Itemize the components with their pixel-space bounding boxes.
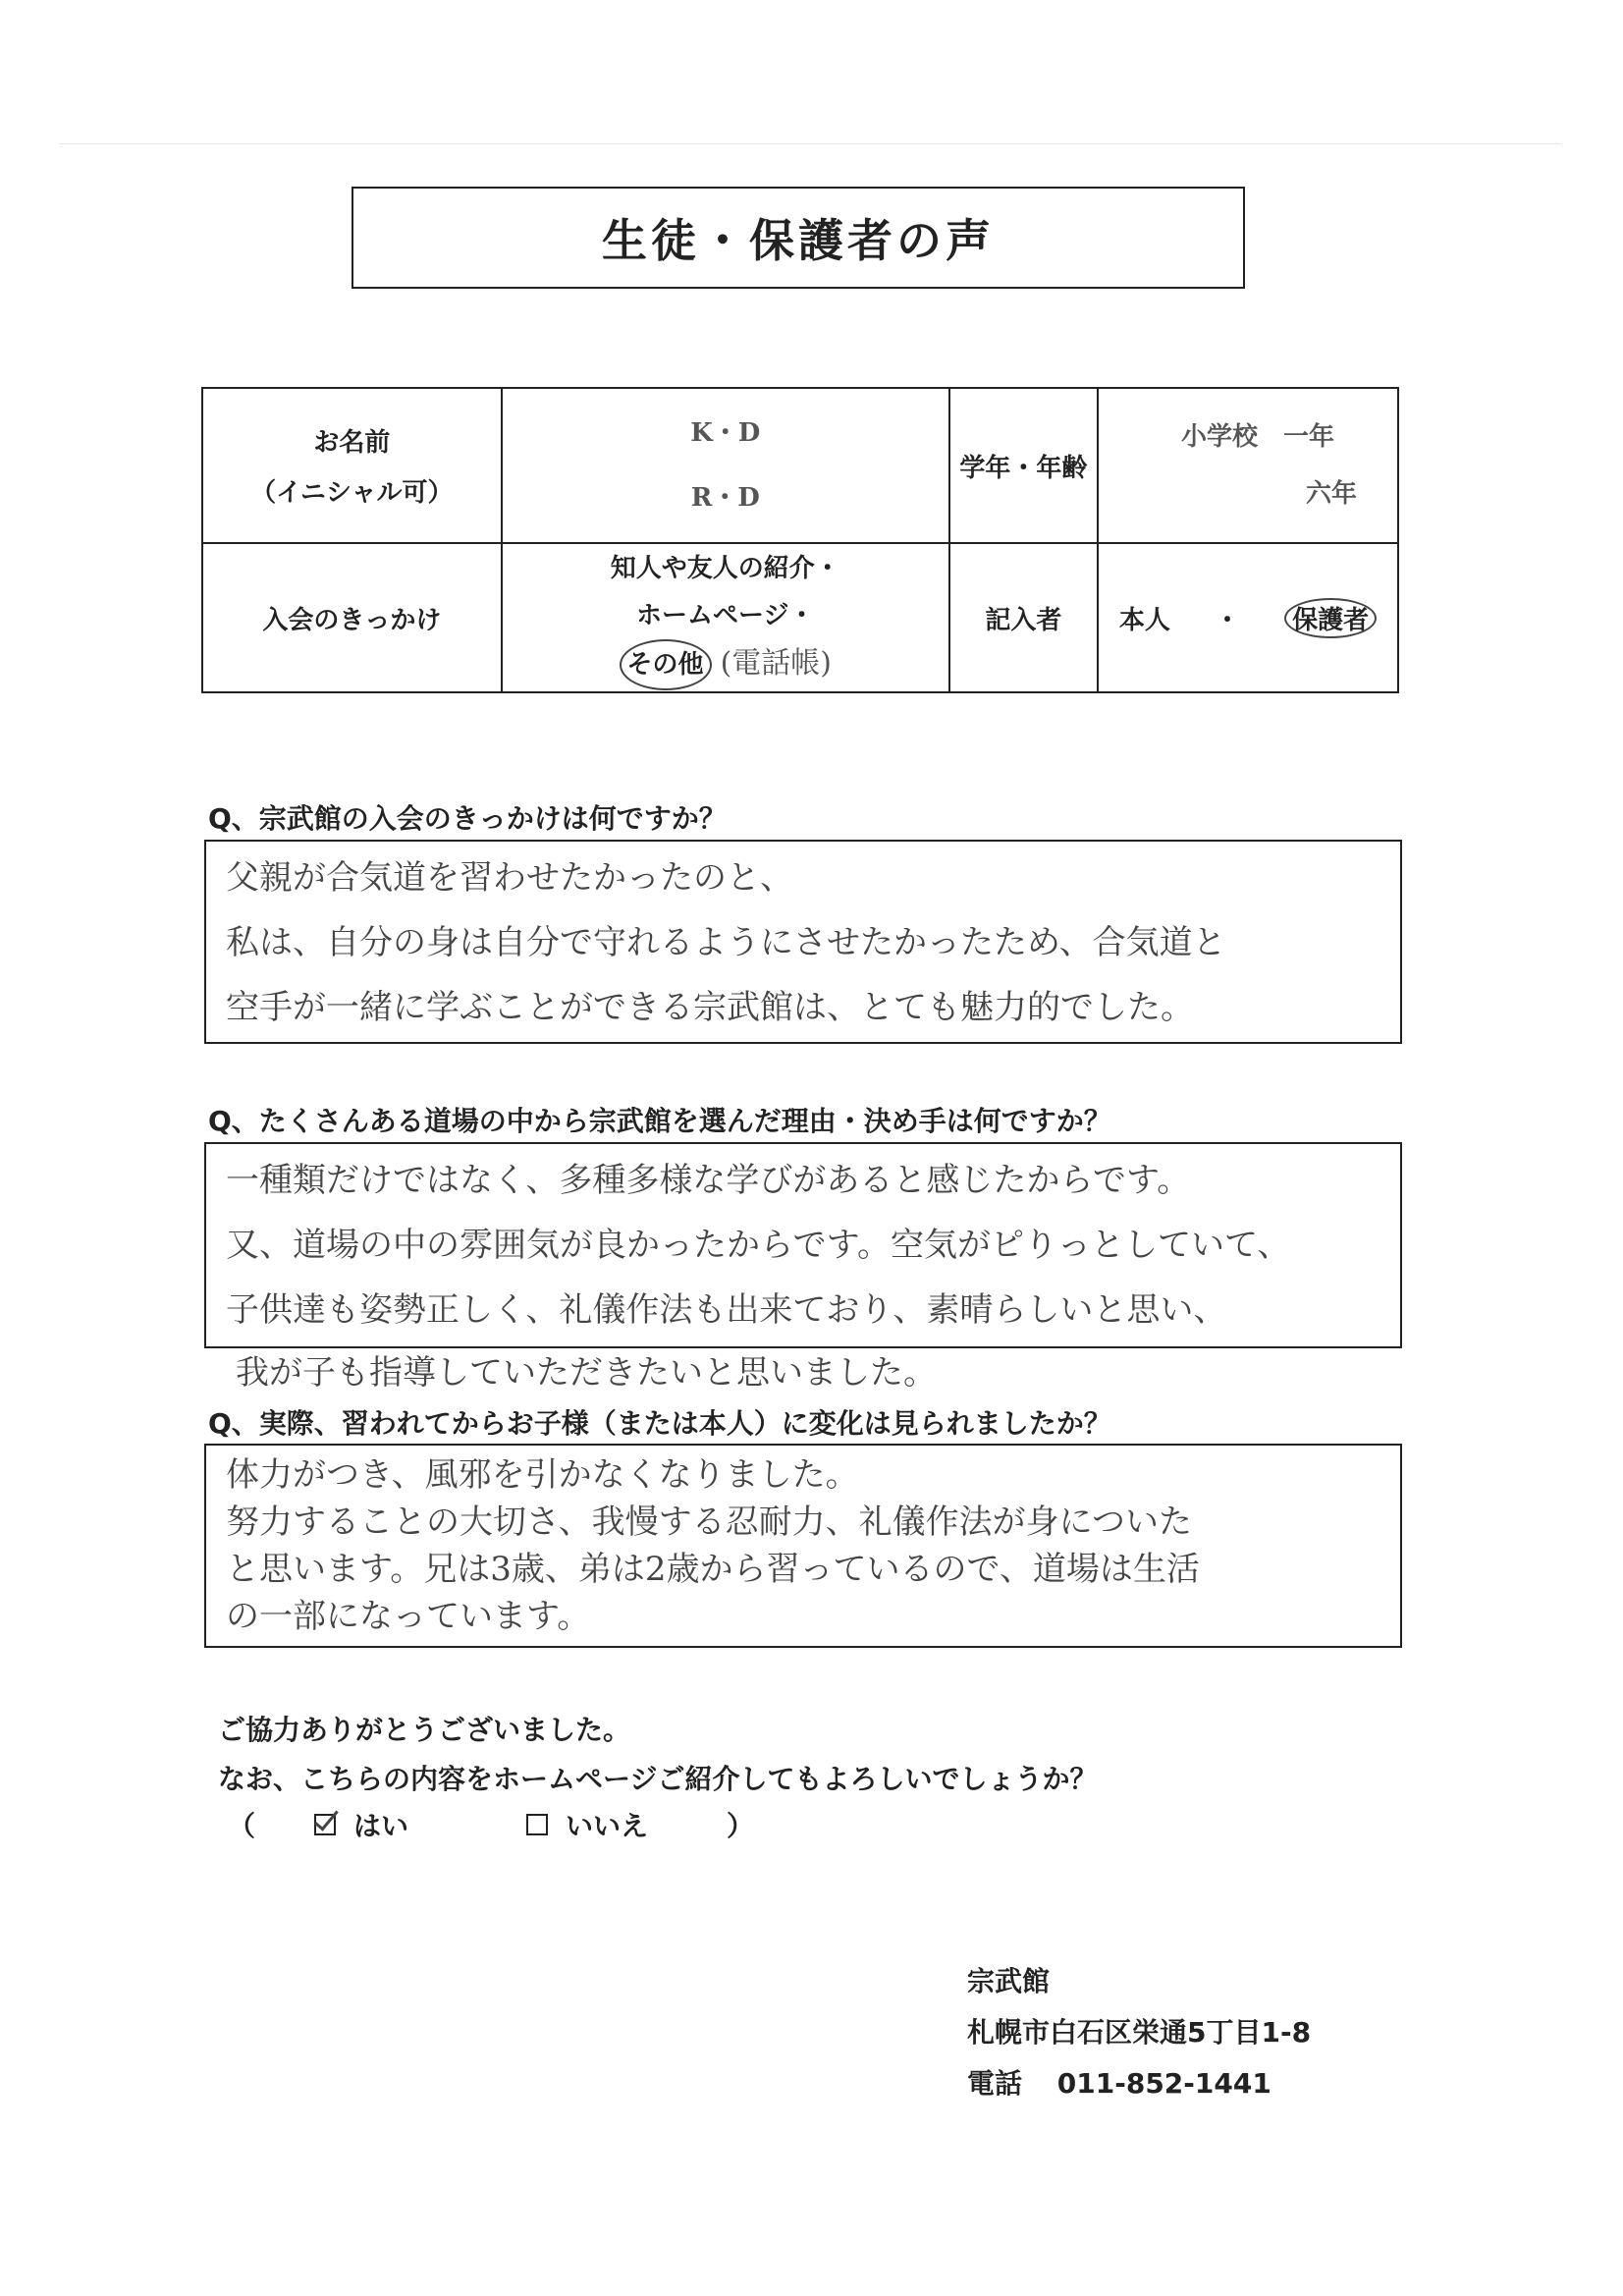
answer-1-line-2: 私は、自分の身は自分で守れるようにさせたかったため、合気道と [226, 923, 1226, 962]
yes-label: はい [353, 1810, 409, 1842]
grade-label: 学年・年齢 [949, 388, 1098, 543]
footer-phone-row [967, 2058, 1311, 2109]
answer-1-line-3: 空手が一緒に学ぶことができる宗武館は、とても魅力的でした。 [226, 988, 1194, 1027]
answer-2-line-1: 一種類だけではなく、多種多様な学びがあると感じたからです。 [226, 1161, 1191, 1200]
footer-org-name: 宗武館 [967, 1965, 1051, 1997]
reason-option-homepage: ホームページ・ [636, 601, 815, 630]
no-label: いいえ [566, 1810, 649, 1842]
answer-2-line-2: 又、道場の中の雰囲気が良かったからです。空気がピりっとしていて、 [226, 1226, 1291, 1265]
info-table [201, 387, 1399, 693]
answer-2-overflow: 我が子も指導していただきたいと思いました。 [236, 1353, 937, 1393]
question-2: Q、たくさんある道場の中から宗武館を選んだ理由・決め手は何ですか？ [208, 1105, 1111, 1137]
page-title: 生徒・保護者の声 [352, 187, 1245, 289]
footer-phone: 011-852-1441 [1056, 2067, 1271, 2100]
name-label-cell [202, 388, 502, 543]
answer-box-3 [204, 1444, 1402, 1648]
writer-option-self: 本人 [1118, 605, 1170, 635]
grade-value-cell [1098, 388, 1398, 543]
paren-close: ） [727, 1810, 755, 1842]
name-label: お名前 [313, 428, 391, 458]
question-1: Q、宗武館の入会のきっかけは何ですか？ [208, 802, 727, 835]
reason-other-note: (電話帳) [720, 646, 833, 681]
writer-separator: ・ [1214, 605, 1240, 635]
reason-option-other: その他 [620, 639, 712, 690]
paren-open: （ [228, 1810, 256, 1842]
permission-question: なお、こちらの内容をホームページご紹介してもよろしいでしょうか？ [218, 1763, 1098, 1795]
permission-choices [228, 1805, 754, 1844]
reason-option-friend: 知人や友人の紹介・ [610, 554, 840, 583]
no-checkbox[interactable] [526, 1814, 548, 1835]
footer-address: 札幌市白石区栄通5丁目1-8 [967, 2016, 1312, 2049]
answer-3-line-1: 体力がつき、風邪を引かなくなりました。 [226, 1455, 859, 1495]
writer-options-cell [1098, 543, 1398, 692]
yes-checkbox[interactable] [314, 1814, 336, 1835]
name-sub-label: （イニシャル可） [250, 478, 454, 508]
question-3: Q、実際、習われてからお子様（または本人）に変化は見られましたか？ [208, 1407, 1111, 1440]
thanks-text: ご協力ありがとうございました。 [218, 1714, 631, 1746]
answer-1-line-1: 父親が合気道を習わせたかったのと、 [226, 858, 793, 898]
grade-value-2: 六年 [1305, 479, 1357, 509]
answer-3-line-3: と思います。兄は3歳、弟は2歳から習っているので、道場は生活 [226, 1550, 1200, 1589]
footer-phone-label: 電話 [967, 2067, 1023, 2100]
answer-3-line-4: の一部になっています。 [226, 1597, 591, 1636]
reason-option-other-row [503, 639, 948, 690]
writer-option-guardian: 保護者 [1284, 598, 1377, 638]
name-value-2: R・D [690, 483, 760, 513]
name-value-cell [502, 388, 949, 543]
answer-box-2 [204, 1142, 1402, 1348]
footer [967, 1956, 1311, 2109]
writer-label: 記入者 [949, 543, 1098, 692]
name-value-1: K・D [690, 418, 761, 448]
grade-value-1: 小学校 一年 [1180, 422, 1334, 452]
top-rule [59, 143, 1561, 144]
reason-label: 入会のきっかけ [202, 543, 502, 692]
answer-2-line-3: 子供達も姿勢正しく、礼儀作法も出来ており、素晴らしいと思い、 [226, 1290, 1227, 1330]
reason-options-cell [502, 543, 949, 692]
answer-box-1 [204, 840, 1402, 1044]
answer-3-line-2: 努力することの大切さ、我慢する忍耐力、礼儀作法が身についた [226, 1503, 1192, 1542]
